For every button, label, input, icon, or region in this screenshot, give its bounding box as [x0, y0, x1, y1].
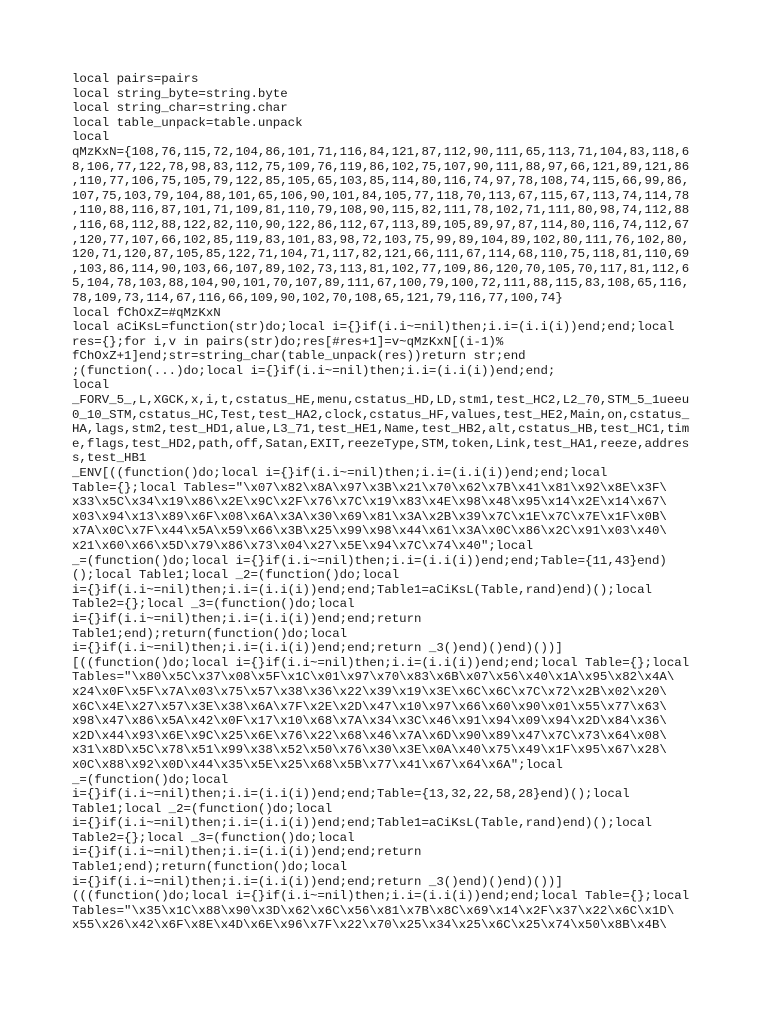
code-line: i={}if(i.i~=nil)then;i.i=(i.i(i))end;end;return _3()end)()end)())] — [72, 874, 563, 889]
code-line: [((function()do;local i={}if(i.i~=nil)then;i.i=(i.i(i))end;end;local Table={};local — [72, 655, 690, 670]
code-line: 0_10_STM,cstatus_HC,Test,test_HA2,clock,cstatus_HF,values,test_HE2,Main,on,cstatus_ — [72, 407, 690, 422]
code-line: Table1;local _2=(function()do;local — [72, 801, 333, 816]
code-line: x98\x47\x86\x5A\x42\x0F\x17\x10\x68\x7A\x34\x3C\x46\x91\x94\x09\x94\x2D\x84\x36\ — [72, 714, 667, 729]
code-line: ();local Table1;local _2=(function()do;local — [72, 568, 400, 583]
code-line: _FORV_5_,L,XGCK,x,i,t,cstatus_HE,menu,cstatus_HD,LD,stm1,test_HC2,L2_70,STM_5_1ueeu — [72, 393, 690, 408]
code-line: Tables="\x35\x1C\x88\x90\x3D\x62\x6C\x56\x81\x7B\x8C\x69\x14\x2F\x37\x22\x6C\x1D\ — [72, 903, 675, 918]
code-line: local — [72, 130, 110, 145]
code-line: ,103,86,114,90,103,66,107,89,102,73,113,81,102,77,109,86,120,70,105,70,117,81,112,6 — [72, 261, 690, 276]
code-line: x03\x94\x13\x89\x6F\x08\x6A\x3A\x30\x69\x81\x3A\x2B\x39\x7C\x1E\x7C\x7E\x1F\x0B\ — [72, 509, 667, 524]
code-line: 107,75,103,79,104,88,101,65,106,90,101,84,105,77,118,70,113,67,115,67,113,74,114,78 — [72, 188, 690, 203]
code-line: i={}if(i.i~=nil)then;i.i=(i.i(i))end;end;return _3()end)()end)())] — [72, 641, 563, 656]
code-line: fChOxZ+1]end;str=string_char(table_unpack(res))return str;end — [72, 349, 526, 364]
code-line: x24\x0F\x5F\x7A\x03\x75\x57\x38\x36\x22\x39\x19\x3E\x6C\x6C\x7C\x72\x2B\x02\x20\ — [72, 684, 667, 699]
code-line: HA,lags,stm2,test_HD1,alue,L3_71,test_HE1,Name,test_HB2,alt,cstatus_HB,test_HC1,tim — [72, 422, 690, 437]
code-line: local string_byte=string.byte — [72, 86, 288, 101]
code-line: i={}if(i.i~=nil)then;i.i=(i.i(i))end;end;return — [72, 845, 422, 860]
code-line: Table1;end);return(function()do;local — [72, 860, 348, 875]
code-line: Tables="\x80\x5C\x37\x08\x5F\x1C\x01\x97\x70\x83\x6B\x07\x56\x40\x1A\x95\x82\x4A\ — [72, 670, 675, 685]
code-line: (((function()do;local i={}if(i.i~=nil)then;i.i=(i.i(i))end;end;local Table={};local — [72, 889, 690, 904]
code-line: ,116,68,112,88,122,82,110,90,122,86,112,67,113,89,105,89,97,87,114,80,116,74,112,67 — [72, 217, 690, 232]
code-line: ,110,77,106,75,105,79,122,85,105,65,103,85,114,80,116,74,97,78,108,74,115,66,99,86, — [72, 174, 690, 189]
code-line: x31\x8D\x5C\x78\x51\x99\x38\x52\x50\x76\x30\x3E\x0A\x40\x75\x49\x1F\x95\x67\x28\ — [72, 743, 667, 758]
code-line: x55\x26\x42\x6F\x8E\x4D\x6E\x96\x7F\x22\x70\x25\x34\x25\x6C\x25\x74\x50\x8B\x4B\ — [72, 918, 667, 933]
code-line: _=(function()do;local i={}if(i.i~=nil)then;i.i=(i.i(i))end;end;Table={11,43}end) — [72, 553, 667, 568]
code-line: x6C\x4E\x27\x57\x3E\x38\x6A\x7F\x2E\x2D\x47\x10\x97\x66\x60\x90\x01\x55\x77\x63\ — [72, 699, 667, 714]
code-line: x0C\x88\x92\x0D\x44\x35\x5E\x25\x68\x5B\x77\x41\x67\x64\x6A";local — [72, 757, 563, 772]
code-line: 5,104,78,103,88,104,90,101,70,107,89,111,67,100,79,100,72,111,88,115,83,108,65,116, — [72, 276, 690, 291]
code-line: x33\x5C\x34\x19\x86\x2E\x9C\x2F\x76\x7C\x19\x83\x4E\x98\x48\x95\x14\x2E\x14\x67\ — [72, 495, 667, 510]
code-line: ,110,88,116,87,101,71,109,81,110,79,108,90,115,82,111,78,102,71,111,80,98,74,112,88 — [72, 203, 690, 218]
code-line: local — [72, 378, 110, 393]
code-line: _=(function()do;local — [72, 772, 229, 787]
code-line: i={}if(i.i~=nil)then;i.i=(i.i(i))end;end;Table1=aCiKsL(Table,rand)end)();local — [72, 582, 652, 597]
code-line: Table2={};local _3=(function()do;local — [72, 597, 355, 612]
code-line: i={}if(i.i~=nil)then;i.i=(i.i(i))end;end;Table={13,32,22,58,28}end)();local — [72, 787, 630, 802]
code-line: Table={};local Tables="\x07\x82\x8A\x97\x3B\x21\x70\x62\x7B\x41\x81\x92\x8E\x3F\ — [72, 480, 667, 495]
code-line: ;(function(...)do;local i={}if(i.i~=nil)then;i.i=(i.i(i))end;end; — [72, 363, 556, 378]
code-line: local fChOxZ=#qMzKxN — [72, 305, 221, 320]
code-line: Table2={};local _3=(function()do;local — [72, 830, 355, 845]
code-line: 78,109,73,114,67,116,66,109,90,102,70,108,65,121,79,116,77,100,74} — [72, 290, 563, 305]
code-line: qMzKxN={108,76,115,72,104,86,101,71,116,84,121,87,112,90,111,65,113,71,104,83,118,6 — [72, 144, 690, 159]
code-line: ,120,77,107,66,102,85,119,83,101,83,98,72,103,75,99,89,104,89,102,80,111,76,102,80, — [72, 232, 690, 247]
code-line: res={};for i,v in pairs(str)do;res[#res+1]=v~qMzKxN[(i-1)% — [72, 334, 504, 349]
code-line: local string_char=string.char — [72, 101, 288, 116]
code-line: s,test_HB1 — [72, 451, 147, 466]
code-line: x7A\x0C\x7F\x44\x5A\x59\x66\x3B\x25\x99\x98\x44\x61\x3A\x0C\x86\x2C\x91\x03\x40\ — [72, 524, 667, 539]
code-line: i={}if(i.i~=nil)then;i.i=(i.i(i))end;end;return — [72, 611, 422, 626]
code-line: i={}if(i.i~=nil)then;i.i=(i.i(i))end;end;Table1=aCiKsL(Table,rand)end)();local — [72, 816, 652, 831]
document-page — [72, 72, 700, 972]
code-line: Table1;end);return(function()do;local — [72, 626, 348, 641]
code-line: 120,71,120,87,105,85,122,71,104,71,117,82,121,66,111,67,114,68,110,75,118,81,110,69 — [72, 247, 690, 262]
code-line: 8,106,77,122,78,98,83,112,75,109,76,119,86,102,75,107,90,111,88,97,66,121,89,121,86 — [72, 159, 690, 174]
code-line: local table_unpack=table.unpack — [72, 115, 303, 130]
code-line: x21\x60\x66\x5D\x79\x86\x73\x04\x27\x5E\x94\x7C\x74\x40";local — [72, 539, 534, 553]
code-line: x2D\x44\x93\x6E\x9C\x25\x6E\x76\x22\x68\x46\x7A\x6D\x90\x89\x47\x7C\x73\x64\x08\ — [72, 728, 667, 743]
code-line: local pairs=pairs — [72, 72, 199, 86]
code-line: e,flags,test_HD2,path,off,Satan,EXIT,reezeType,STM,token,Link,test_HA1,reeze,addres — [72, 436, 690, 451]
code-line: _ENV[((function()do;local i={}if(i.i~=nil)then;i.i=(i.i(i))end;end;local — [72, 466, 608, 481]
code-line: local aCiKsL=function(str)do;local i={}if(i.i~=nil)then;i.i=(i.i(i))end;end;local — [72, 320, 675, 335]
